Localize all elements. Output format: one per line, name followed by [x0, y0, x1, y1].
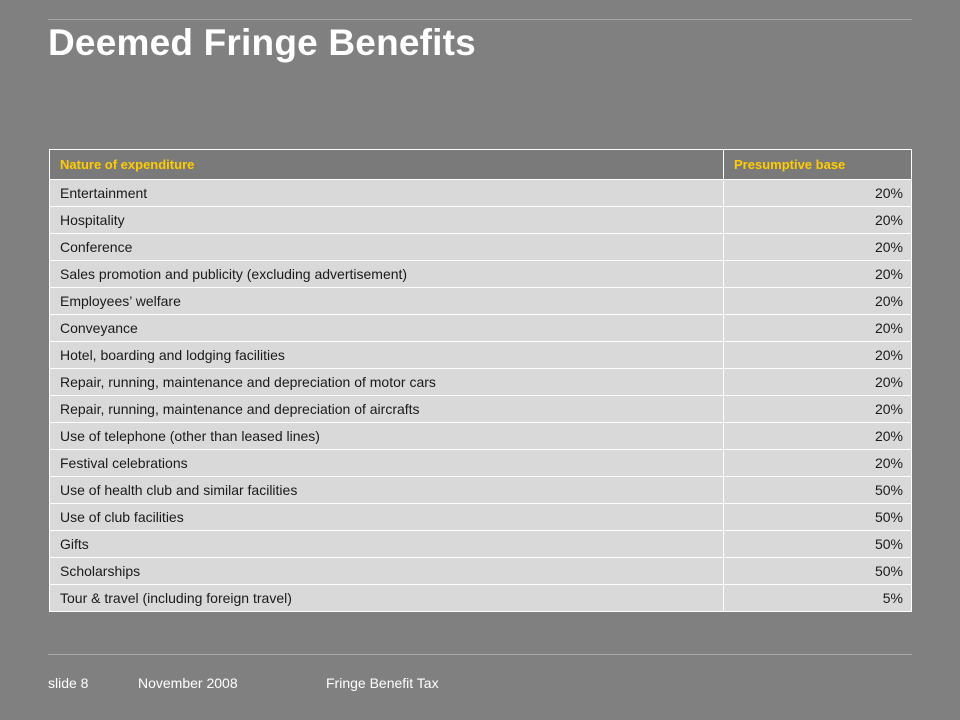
table-row: [50, 477, 912, 504]
presumptive-base-cell: 20%: [724, 396, 912, 423]
expenditure-cell: Gifts: [50, 531, 724, 558]
table-row: [50, 558, 912, 585]
expenditure-cell: Hotel, boarding and lodging facilities: [50, 342, 724, 369]
table-row: [50, 234, 912, 261]
presumptive-base-cell: 20%: [724, 288, 912, 315]
expenditure-cell: Sales promotion and publicity (excluding advertisement): [50, 261, 724, 288]
presumptive-base-cell: 50%: [724, 504, 912, 531]
table-row: [50, 450, 912, 477]
table-row: [50, 180, 912, 207]
table-row: [50, 531, 912, 558]
expenditure-cell: Use of health club and similar facilities: [50, 477, 724, 504]
presumptive-base-cell: 20%: [724, 261, 912, 288]
presumptive-base-cell: 5%: [724, 585, 912, 612]
table-row: [50, 342, 912, 369]
table-row: [50, 207, 912, 234]
presumptive-base-cell: 50%: [724, 531, 912, 558]
table-row: [50, 396, 912, 423]
table-row: [50, 369, 912, 396]
expenditure-cell: Repair, running, maintenance and depreciation of motor cars: [50, 369, 724, 396]
bottom-divider: [48, 654, 912, 655]
header-presumptive-base: Presumptive base: [724, 150, 912, 180]
presumptive-base-cell: 20%: [724, 369, 912, 396]
table-row: [50, 288, 912, 315]
expenditure-cell: Conveyance: [50, 315, 724, 342]
table-row: [50, 423, 912, 450]
presumptive-base-cell: 50%: [724, 558, 912, 585]
expenditure-cell: Use of telephone (other than leased lines): [50, 423, 724, 450]
table-row: [50, 315, 912, 342]
table-row: [50, 585, 912, 612]
expenditure-cell: Employees’ welfare: [50, 288, 724, 315]
header-nature-of-expenditure: Nature of expenditure: [50, 150, 724, 180]
footer-topic: Fringe Benefit Tax: [326, 675, 439, 691]
presumptive-base-cell: 20%: [724, 234, 912, 261]
expenditure-cell: Festival celebrations: [50, 450, 724, 477]
footer-slide-number: slide 8: [48, 675, 89, 691]
expenditure-cell: Repair, running, maintenance and depreciation of aircrafts: [50, 396, 724, 423]
fringe-benefits-table: [49, 149, 912, 612]
expenditure-cell: Hospitality: [50, 207, 724, 234]
presumptive-base-cell: 20%: [724, 207, 912, 234]
top-divider: [48, 19, 912, 20]
table-row: [50, 261, 912, 288]
table-header-row: [50, 150, 912, 180]
expenditure-cell: Use of club facilities: [50, 504, 724, 531]
expenditure-cell: Scholarships: [50, 558, 724, 585]
slide-title: Deemed Fringe Benefits: [48, 22, 476, 63]
presumptive-base-cell: 20%: [724, 180, 912, 207]
presumptive-base-cell: 20%: [724, 342, 912, 369]
table-row: [50, 504, 912, 531]
expenditure-cell: Conference: [50, 234, 724, 261]
presumptive-base-cell: 20%: [724, 423, 912, 450]
presumptive-base-cell: 20%: [724, 315, 912, 342]
presumptive-base-cell: 20%: [724, 450, 912, 477]
footer-date: November 2008: [138, 675, 238, 691]
table-body: [50, 180, 912, 612]
expenditure-cell: Tour & travel (including foreign travel): [50, 585, 724, 612]
presumptive-base-cell: 50%: [724, 477, 912, 504]
expenditure-cell: Entertainment: [50, 180, 724, 207]
